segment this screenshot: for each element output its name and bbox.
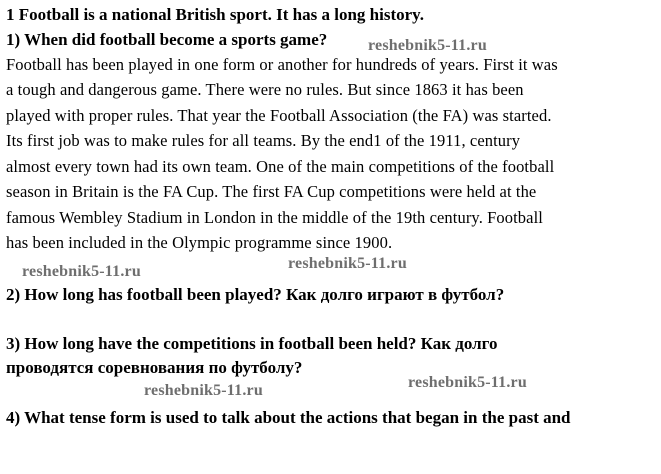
question-1: 1) When did football become a sports game?: [6, 30, 328, 49]
question-4: 4) What tense form is used to talk about the actions that began in the past and: [6, 408, 571, 427]
paragraph-line: has been included in the Olympic programme since 1900.: [6, 233, 393, 252]
paragraph-line: a tough and dangerous game. There were no rules. But since 1863 it has been: [6, 80, 524, 99]
question-2: 2) How long has football been played? Как долго играют в футбол?: [6, 285, 505, 304]
paragraph-line: Football has been played in one form or another for hundreds of years. First it was: [6, 55, 558, 74]
watermark: reshebnik5-11.ru: [22, 263, 141, 280]
watermark: reshebnik5-11.ru: [408, 374, 527, 391]
paragraph-line: played with proper rules. That year the Football Association (the FA) was started.: [6, 106, 552, 125]
watermark: reshebnik5-11.ru: [144, 382, 263, 399]
paragraph-line: famous Wembley Stadium in London in the middle of the 19th century. Football: [6, 208, 543, 227]
watermark: reshebnik5-11.ru: [288, 255, 407, 272]
question-3-line-2: проводятся соревнования по футболу?: [6, 358, 303, 377]
question-3-line-1: 3) How long have the competitions in football been held? Как долго: [6, 334, 498, 353]
paragraph-line: almost every town had its own team. One of the main competitions of the football: [6, 157, 555, 176]
page-heading: 1 Football is a national British sport. It has a long history.: [6, 5, 424, 24]
watermark: reshebnik5-11.ru: [368, 37, 487, 54]
paragraph-line: Its first job was to make rules for all teams. By the end1 of the 1911, century: [6, 131, 521, 150]
paragraph-line: season in Britain is the FA Cup. The first FA Cup competitions were held at the: [6, 182, 537, 201]
